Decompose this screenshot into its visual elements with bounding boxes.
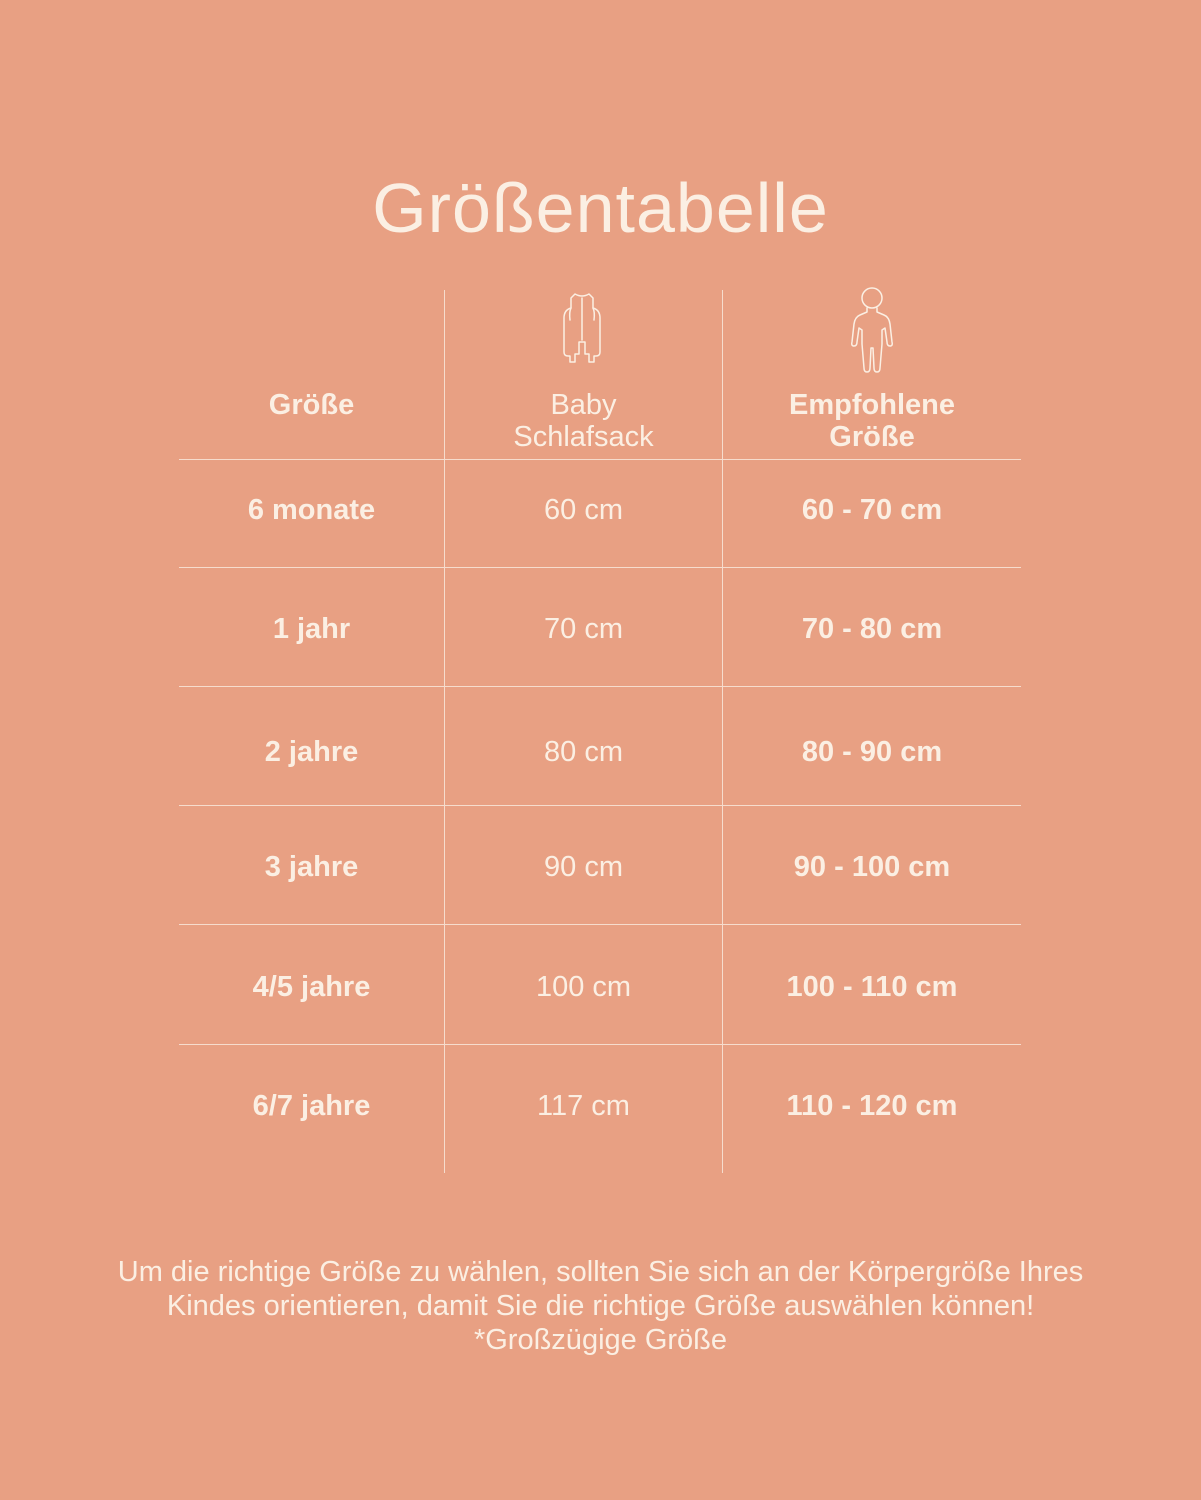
row-recommended: 60 - 70 cm bbox=[801, 494, 943, 526]
page-title: Größentabelle bbox=[372, 169, 829, 247]
row-divider bbox=[179, 1044, 1021, 1045]
footer-note-line2: Kindes orientieren, damit Sie die richtige Größe auswählen können! bbox=[166, 1290, 1035, 1322]
baby-figure-icon bbox=[846, 284, 898, 376]
row-size: 6 monate bbox=[247, 494, 376, 526]
row-divider bbox=[179, 567, 1021, 568]
header-schlafsack-line1: Baby bbox=[550, 389, 617, 421]
row-bag: 117 cm bbox=[537, 1090, 630, 1122]
row-divider bbox=[179, 686, 1021, 687]
row-bag: 80 cm bbox=[544, 736, 623, 768]
header-schlafsack-line2: Schlafsack bbox=[513, 421, 654, 453]
row-recommended: 70 - 80 cm bbox=[801, 613, 943, 645]
row-recommended: 80 - 90 cm bbox=[801, 736, 943, 768]
row-divider bbox=[179, 924, 1021, 925]
header-groesse: Größe bbox=[268, 389, 355, 421]
row-divider bbox=[179, 459, 1021, 460]
row-recommended: 90 - 100 cm bbox=[793, 851, 951, 883]
footer-note-line1: Um die richtige Größe zu wählen, sollten Sie sich an der Körpergröße Ihres bbox=[117, 1256, 1084, 1288]
header-empfohlene-line1: Empfohlene bbox=[789, 389, 955, 421]
row-size: 3 jahre bbox=[264, 851, 359, 883]
row-recommended: 110 - 120 cm bbox=[786, 1090, 958, 1122]
row-size: 6/7 jahre bbox=[252, 1090, 371, 1122]
row-bag: 70 cm bbox=[544, 613, 623, 645]
row-size: 4/5 jahre bbox=[252, 971, 371, 1003]
footer-note-line3: *Großzügige Größe bbox=[473, 1324, 728, 1356]
row-divider bbox=[179, 805, 1021, 806]
header-empfohlene-line2: Größe bbox=[829, 421, 915, 453]
row-size: 2 jahre bbox=[264, 736, 359, 768]
row-bag: 90 cm bbox=[544, 851, 623, 883]
sleeping-bag-icon bbox=[556, 290, 608, 366]
row-bag: 100 cm bbox=[535, 971, 632, 1003]
row-size: 1 jahr bbox=[272, 613, 351, 645]
row-recommended: 100 - 110 cm bbox=[786, 971, 958, 1003]
row-bag: 60 cm bbox=[544, 494, 623, 526]
